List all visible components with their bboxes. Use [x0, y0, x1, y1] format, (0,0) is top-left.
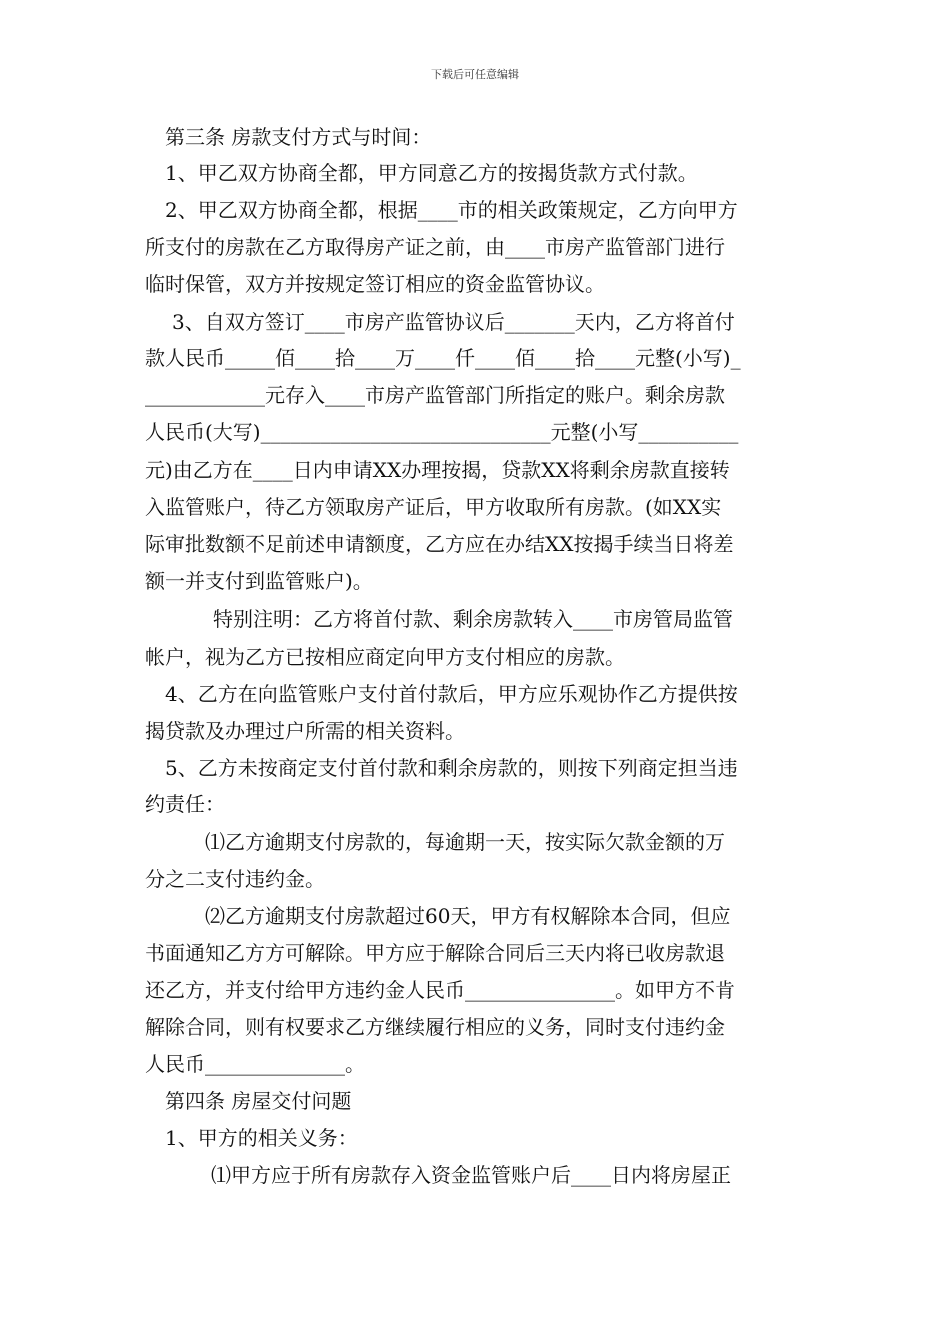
paragraph-line: 约责任：	[145, 792, 225, 816]
paragraph-line: ⑴甲方应于所有房款存入资金监管账户后____日内将房屋正	[211, 1163, 731, 1187]
paragraph-line: 1、甲乙双方协商全都，甲方同意乙方的按揭货款方式付款。	[165, 161, 698, 185]
paragraph-line: 4、乙方在向监管账户支付首付款后，甲方应乐观协作乙方提供按	[165, 682, 738, 706]
paragraph-line: ____________元存入____市房产监管部门所指定的账户。剩余房款	[145, 383, 725, 407]
paragraph-line: 分之二支付违约金。	[145, 867, 325, 891]
paragraph-line: 书面通知乙方方可解除。甲方应于解除合同后三天内将已收房款退	[145, 941, 725, 965]
paragraph-line: 5、乙方未按商定支付首付款和剩余房款的，则按下列商定担当违	[165, 756, 738, 780]
paragraph-line: 所支付的房款在乙方取得房产证之前，由____市房产监管部门进行	[145, 235, 725, 259]
paragraph-line: ⑴乙方逾期支付房款的，每逾期一天，按实际欠款金额的万	[205, 830, 725, 854]
paragraph-line: 揭贷款及办理过户所需的相关资料。	[145, 719, 465, 743]
paragraph-line: 人民币(大写)_____________________________元整(小写__________	[145, 420, 739, 444]
paragraph-line: 1、甲方的相关义务：	[165, 1126, 358, 1150]
paragraph-line: 入监管账户，待乙方领取房产证后，甲方收取所有房款。(如XX实	[145, 495, 722, 519]
article-four-title: 第四条 房屋交付问题	[165, 1089, 352, 1113]
paragraph-line: 人民币______________。	[145, 1052, 365, 1076]
paragraph-line: 帐户，视为乙方已按相应商定向甲方支付相应的房款。	[145, 645, 625, 669]
paragraph-line: 元)由乙方在____日内申请XX办理按揭，贷款XX将剩余房款直接转	[145, 458, 730, 482]
paragraph-line: 3、自双方签订____市房产监管协议后_______天内，乙方将首付	[172, 310, 735, 334]
paragraph-line: 际审批数额不足前述申请额度，乙方应在办结XX按揭手续当日将差	[145, 532, 734, 556]
paragraph-line: 2、甲乙双方协商全都，根据____市的相关政策规定，乙方向甲方	[165, 198, 738, 222]
article-three-title: 第三条 房款支付方式与时间：	[165, 125, 432, 149]
paragraph-line: ⑵乙方逾期支付房款超过60天，甲方有权解除本合同，但应	[205, 904, 731, 928]
special-note-line: 特别注明：乙方将首付款、剩余房款转入____市房管局监管	[213, 607, 733, 631]
paragraph-line: 款人民币_____佰____拾____万____仟____佰____拾____元整(小写)_	[145, 346, 741, 370]
paragraph-line: 额一并支付到监管账户)。	[145, 569, 373, 593]
paragraph-line: 临时保管，双方并按规定签订相应的资金监管协议。	[145, 272, 605, 296]
paragraph-line: 解除合同，则有权要求乙方继续履行相应的义务，同时支付违约金	[145, 1015, 725, 1039]
paragraph-line: 还乙方，并支付给甲方违约金人民币_______________。如甲方不肯	[145, 978, 735, 1002]
page-header: 下载后可任意编辑	[431, 68, 519, 81]
